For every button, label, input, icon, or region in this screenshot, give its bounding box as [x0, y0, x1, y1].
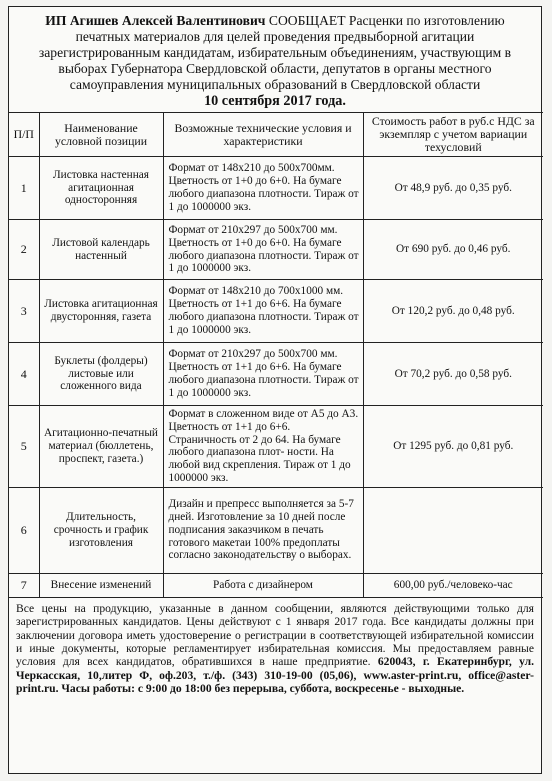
- row-name: Буклеты (фолдеры) листовые или сложенного вида: [39, 343, 163, 406]
- row-spec: Дизайн и препресс выполняется за 5-7 дней. Изготовление за 10 дней после подписания заказчиком в печать готового макетаи 100% предоплаты согласно законодательству о выборах.: [163, 487, 363, 573]
- contact-info: 620043, г. Екатеринбург, ул. Черкасская, 10,литер Ф, оф.203, т./ф. (343) 310-19-00 (05,06), www.aster-print.ru, office@aster-print.ru. Часы работы: с 9:00 до 18:00 без перерыва, суббота, воскресенье - выходные.: [16, 655, 534, 696]
- row-num: 2: [9, 220, 39, 280]
- header-num: П/П: [9, 113, 39, 157]
- notice-document: [8, 6, 542, 774]
- header-spec: Возможные технические условия и характеристики: [163, 113, 363, 157]
- row-price: От 1295 руб. до 0,81 руб.: [363, 406, 543, 488]
- row-price: От 70,2 руб. до 0,58 руб.: [363, 343, 543, 406]
- company-name: ИП Агишев Алексей Валентинович: [45, 13, 266, 28]
- row-num: 7: [9, 573, 39, 597]
- row-name: Листовка настенная агитационная односторонняя: [39, 157, 163, 220]
- table-row: [9, 573, 543, 597]
- notice-header: [9, 7, 541, 112]
- row-num: 4: [9, 343, 39, 406]
- table-header-row: [9, 113, 543, 157]
- row-name: Листовка агитационная двусторонняя, газета: [39, 280, 163, 343]
- table-row: [9, 406, 543, 488]
- header-price: Стоимость работ в руб.с НДС за экземпляр с учетом вариации техусловий: [363, 113, 543, 157]
- table-row: [9, 343, 543, 406]
- row-spec: Формат в сложенном виде от А5 до А3. Цветность от 1+1 до 6+6. Страничность от 2 до 64. На бумаге любого диапазона плот- ности. На любой вид скрепления. Тираж от 1 до 1000000 экз.: [163, 406, 363, 488]
- row-num: 1: [9, 157, 39, 220]
- row-name: Агитационно-печатный материал (бюллетень, проспект, газета.): [39, 406, 163, 488]
- row-num: 3: [9, 280, 39, 343]
- row-price: [363, 487, 543, 573]
- row-num: 5: [9, 406, 39, 488]
- table-row: [9, 220, 543, 280]
- price-table: [9, 112, 543, 598]
- row-price: От 120,2 руб. до 0,48 руб.: [363, 280, 543, 343]
- header-name: Наименование условной позиции: [39, 113, 163, 157]
- row-price: 600,00 руб./человеко-час: [363, 573, 543, 597]
- row-price: От 48,9 руб. до 0,35 руб.: [363, 157, 543, 220]
- row-spec: Работа с дизайнером: [163, 573, 363, 597]
- footer-notice: Все цены на продукцию, указанные в данном сообщении, являются действующими только для зарегистрированных кандидатов. Цены действуют с 1 января 2017 года. Все кандидаты должны при заключении договора иметь удостоверение о регистрации в соответствующей избирательной комиссии и иные документы, которые регламентирует избирательная комиссия. Мы предоставляем равные условия для всех кандидатов, обратившихся в наше предприятие.: [16, 601, 534, 669]
- row-spec: Формат от 148х210 до 500х700мм. Цветность от 1+0 до 6+0. На бумаге любого диапазона плотности. Тираж от 1 до 1000000 экз.: [163, 157, 363, 220]
- row-spec: Формат от 210х297 до 500х700 мм. Цветность от 1+0 до 6+0. На бумаге любого диапазона плотности. Тираж от 1 до 1000000 экз.: [163, 220, 363, 280]
- row-spec: Формат от 210х297 до 500х700 мм. Цветность от 1+1 до 6+6. На бумаге любого диапазона плотности. Тираж от 1 до 1000000 экз.: [163, 343, 363, 406]
- table-row: [9, 157, 543, 220]
- row-name: Листовой календарь настенный: [39, 220, 163, 280]
- notice-footer: [9, 598, 541, 696]
- row-name: Длительность, срочность и график изготовления: [39, 487, 163, 573]
- row-num: 6: [9, 487, 39, 573]
- row-name: Внесение изменений: [39, 573, 163, 597]
- table-row: [9, 280, 543, 343]
- notice-intro-text: СООБЩАЕТ Расценки по изготовлению печатных материалов для целей проведения предвыборной агитации зарегистрированным кандидатам, избирательным объединениям, участвующим в выборах Губернатора Свердловской области, депутатов в органы местного самоуправления муниципальных образований в Свердловской области: [38, 13, 512, 92]
- notice-date: 10 сентября 2017 года.: [204, 93, 346, 109]
- row-spec: Формат от 148х210 до 700х1000 мм. Цветность от 1+1 до 6+6. На бумаге любого диапазона плотности. Тираж от 1 до 1000000 экз.: [163, 280, 363, 343]
- row-price: От 690 руб. до 0,46 руб.: [363, 220, 543, 280]
- table-row: [9, 487, 543, 573]
